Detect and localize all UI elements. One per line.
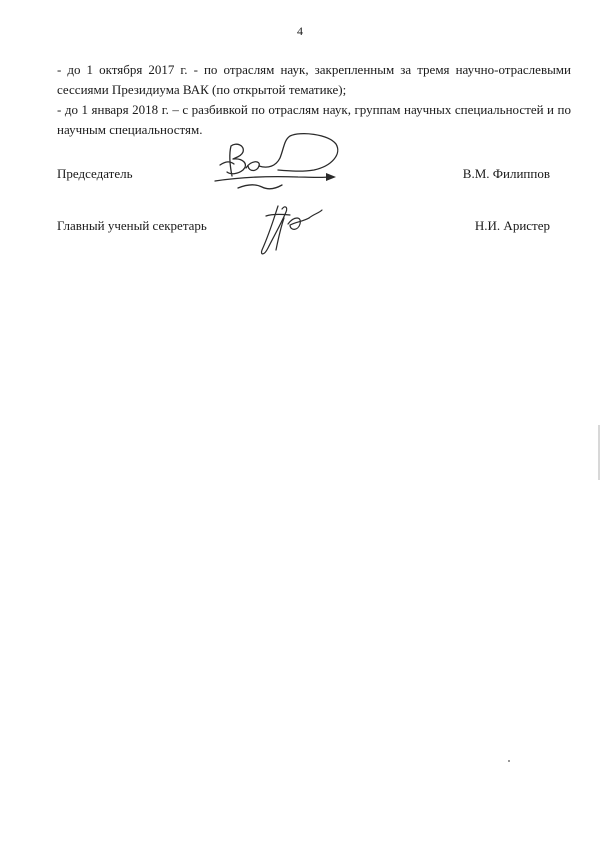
- document-body: [57, 60, 571, 140]
- signatory-name: Н.И. Аристер: [474, 218, 550, 233]
- page-number: 4: [297, 24, 303, 38]
- signatory-role: Председатель: [57, 166, 133, 181]
- scan-speck: [508, 760, 510, 762]
- paragraph-deadline-2: - до 1 января 2018 г. – с разбивкой по отраслям наук, группам научных специальностей и по научным специальностям.: [57, 102, 571, 137]
- paragraph-deadline-1: - до 1 октября 2017 г. - по отраслям наук, закрепленным за тремя научно-отраслевыми сессиями Президиума ВАК (по открытой тематике);: [57, 62, 571, 97]
- signatory-role: Главный ученый секретарь: [57, 218, 207, 233]
- chairman-signature-icon: [212, 132, 354, 202]
- secretary-signature-icon: [252, 198, 332, 260]
- signatory-name: В.М. Филиппов: [462, 166, 550, 181]
